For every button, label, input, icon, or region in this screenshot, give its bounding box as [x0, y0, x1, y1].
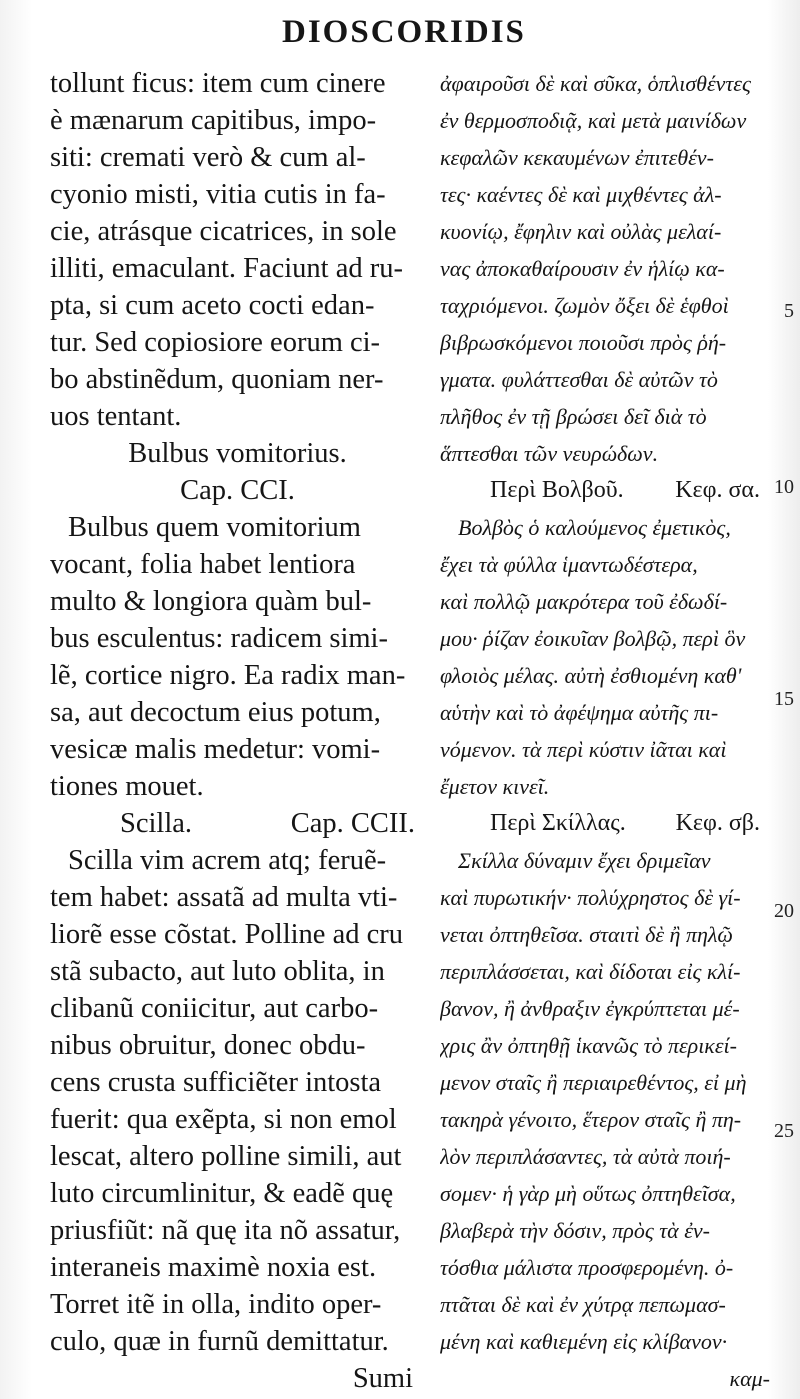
- greek-line: ἔχει τὰ φύλλα ἱμαντωδέστερα,: [440, 552, 698, 577]
- greek-line: μενον σταῖς ἢ περιαιρεθέντος, εἰ μὴ: [440, 1070, 747, 1095]
- latin-line: multo & longiora quàm bul-: [50, 586, 372, 617]
- latin-column: [50, 65, 425, 1397]
- greek-catchword: καμ-: [729, 1366, 770, 1391]
- latin-line: cie, atrásque cicatrices, in sole: [50, 216, 397, 247]
- greek-column: [440, 65, 770, 1397]
- latin-catchword: Sumi: [352, 1363, 413, 1394]
- greek-line: Σκίλλα δύναμιν ἔχει δριμεῖαν: [458, 848, 711, 873]
- latin-line: bus esculentus: radicem simi-: [50, 623, 388, 654]
- margin-line-number: 25: [774, 1120, 794, 1142]
- greek-line: μου· ῥίζαν ἐοικυῖαν βολβῷ, περὶ ὃν: [440, 626, 746, 651]
- latin-line: sa, aut decoctum eius potum,: [50, 697, 381, 728]
- greek-line: τόσθια μάλιστα προσφερομένη. ὀ-: [440, 1255, 734, 1280]
- latin-chapter-number: Cap. CCI.: [180, 475, 295, 506]
- latin-line: tollunt ficus: item cum cinere: [50, 68, 386, 99]
- greek-line: νεται ὀπτηθεῖσα. σταιτὶ δὲ ἢ πηλῷ: [440, 922, 733, 947]
- greek-line: ἐν θερμοσποδιᾷ, καὶ μετὰ μαινίδων: [440, 108, 747, 133]
- latin-line: stã subacto, aut luto oblita, in: [50, 956, 385, 987]
- latin-section-heading: [50, 805, 425, 842]
- latin-line: siti: cremati verò & cum al-: [50, 142, 366, 173]
- greek-line: ἔμετον κινεῖ.: [440, 774, 550, 799]
- greek-line: τακηρὰ γένοιτο, ἕτερον σταῖς ἢ πη-: [440, 1107, 742, 1132]
- greek-line: περιπλάσσεται, καὶ δίδοται εἰς κλί-: [440, 959, 741, 984]
- latin-line: è mænarum capitibus, impo-: [50, 105, 377, 136]
- latin-line: Torret itẽ in olla, indito oper-: [50, 1289, 382, 1320]
- greek-line: γματα. φυλάττεσθαι δὲ αὐτῶν τὸ: [440, 367, 718, 392]
- greek-line: κυονίῳ, ἔφηλιν καὶ οὐλὰς μελαί-: [440, 219, 722, 244]
- latin-line: tiones mouet.: [50, 771, 204, 802]
- greek-line: βανον, ἢ ἀνθραξιν ἐγκρύπτεται μέ-: [440, 996, 740, 1021]
- latin-line: Bulbus quem vomitorium: [68, 512, 361, 543]
- greek-line: πτᾶται δὲ καὶ ἐν χύτρᾳ πεπωμασ-: [440, 1292, 726, 1317]
- latin-line: bo abstinẽdum, quoniam ner-: [50, 364, 384, 395]
- greek-line: λὸν περιπλάσαντες, τὰ αὐτὰ ποιή-: [440, 1144, 731, 1169]
- margin-line-number: 10: [774, 476, 794, 498]
- greek-chapter-number: Κεφ. σβ.: [675, 810, 760, 836]
- margin-line-number: 5: [784, 300, 794, 322]
- greek-line: χρις ἂν ὀπτηθῇ ἱκανῶς τὸ περικεί-: [440, 1033, 737, 1058]
- running-header: DIOSCORIDIS: [282, 14, 526, 50]
- greek-line: ἅπτεσθαι τῶν νευρώδων.: [440, 441, 659, 466]
- latin-line: pta, si cum aceto cocti edan-: [50, 290, 375, 321]
- greek-line: ταχριόμενοι. ζωμὸν ὄξει δὲ ἑφθοὶ: [440, 293, 729, 318]
- greek-line: πλῆθος ἐν τῇ βρώσει δεῖ διὰ τὸ: [440, 404, 707, 429]
- margin-line-number: 15: [774, 688, 794, 710]
- latin-line: tem habet: assatã ad multa vti-: [50, 882, 398, 913]
- latin-line: tur. Sed copiosiore eorum ci-: [50, 327, 381, 358]
- greek-section-title: Περὶ Βολβοῦ.: [490, 477, 624, 503]
- greek-line: ἀφαιροῦσι δὲ καὶ σῦκα, ὁπλισθέντες: [440, 71, 751, 96]
- greek-line: βλαβερὰ τὴν δόσιν, πρὸς τὰ ἐν-: [440, 1218, 710, 1243]
- latin-line: Scilla vim acrem atq; feruẽ-: [68, 845, 387, 876]
- latin-section-title: Bulbus vomitorius.: [128, 438, 347, 469]
- latin-line: nibus obruitur, donec obdu-: [50, 1030, 366, 1061]
- latin-line: illiti, emaculant. Faciunt ad ru-: [50, 253, 403, 284]
- greek-line: κεφαλῶν κεκαυμένων ἐπιτεθέν-: [440, 145, 714, 170]
- latin-line: luto circumlinitur, & eadẽ quę: [50, 1178, 394, 1209]
- latin-line: clibanũ coniicitur, aut carbo-: [50, 993, 379, 1024]
- latin-line: vocant, folia habet lentiora: [50, 549, 356, 580]
- latin-line: vesicæ malis medetur: vomi-: [50, 734, 381, 765]
- latin-line: fuerit: qua exẽpta, si non emol: [50, 1104, 397, 1135]
- greek-line: Βολβὸς ὁ καλούμενος ἐμετικὸς,: [458, 515, 731, 540]
- greek-line: φλοιὸς μέλας. αὐτὴ ἐσθιομένη καθ': [440, 663, 742, 688]
- greek-line: μένη καὶ καθιεμένη εἰς κλίβανον·: [440, 1329, 728, 1354]
- latin-line: culo, quæ in furnũ demittatur.: [50, 1326, 389, 1357]
- greek-chapter-number: Κεφ. σα.: [675, 477, 760, 503]
- margin-line-number: 20: [774, 900, 794, 922]
- latin-line: lẽ, cortice nigro. Ea radix man-: [50, 660, 406, 691]
- greek-section-title: Περὶ Σκίλλας.: [490, 810, 626, 836]
- greek-section-heading: [440, 472, 770, 509]
- latin-line: cens crusta sufficiẽter intosta: [50, 1067, 382, 1098]
- greek-line: τες· καέντες δὲ καὶ μιχθέντες ἀλ-: [440, 182, 722, 207]
- greek-line: νας ἀποκαθαίρουσιν ἐν ἡλίῳ κα-: [440, 256, 725, 281]
- greek-section-heading: [440, 805, 770, 842]
- greek-line: καὶ πυρωτικήν· πολύχρηστος δὲ γί-: [440, 885, 741, 910]
- latin-line: priusfiũt: nã quę ita nõ assatur,: [50, 1215, 401, 1246]
- latin-line: lescat, altero polline simili, aut: [50, 1141, 402, 1172]
- greek-line: καὶ πολλῷ μακρότερα τοῦ ἐδωδί-: [440, 589, 728, 614]
- latin-chapter-number: Cap. CCII.: [290, 808, 415, 839]
- latin-line: cyonio misti, vitia cutis in fa-: [50, 179, 386, 210]
- latin-line: interaneis maximè noxia est.: [50, 1252, 377, 1283]
- greek-line: βιβρωσκόμενοι ποιοῦσι πρὸς ῥή-: [440, 330, 727, 355]
- greek-line: αὑτὴν καὶ τὸ ἀφέψημα αὐτῆς πι-: [440, 700, 719, 725]
- greek-line: νόμενον. τὰ περὶ κύστιν ἰᾶται καὶ: [440, 737, 727, 762]
- latin-section-title: Scilla.: [120, 808, 193, 839]
- greek-line: σομεν· ἡ γὰρ μὴ οὕτως ὀπτηθεῖσα,: [440, 1181, 736, 1206]
- latin-line: uos tentant.: [50, 401, 182, 432]
- latin-line: liorẽ esse cõstat. Polline ad cru: [50, 919, 403, 950]
